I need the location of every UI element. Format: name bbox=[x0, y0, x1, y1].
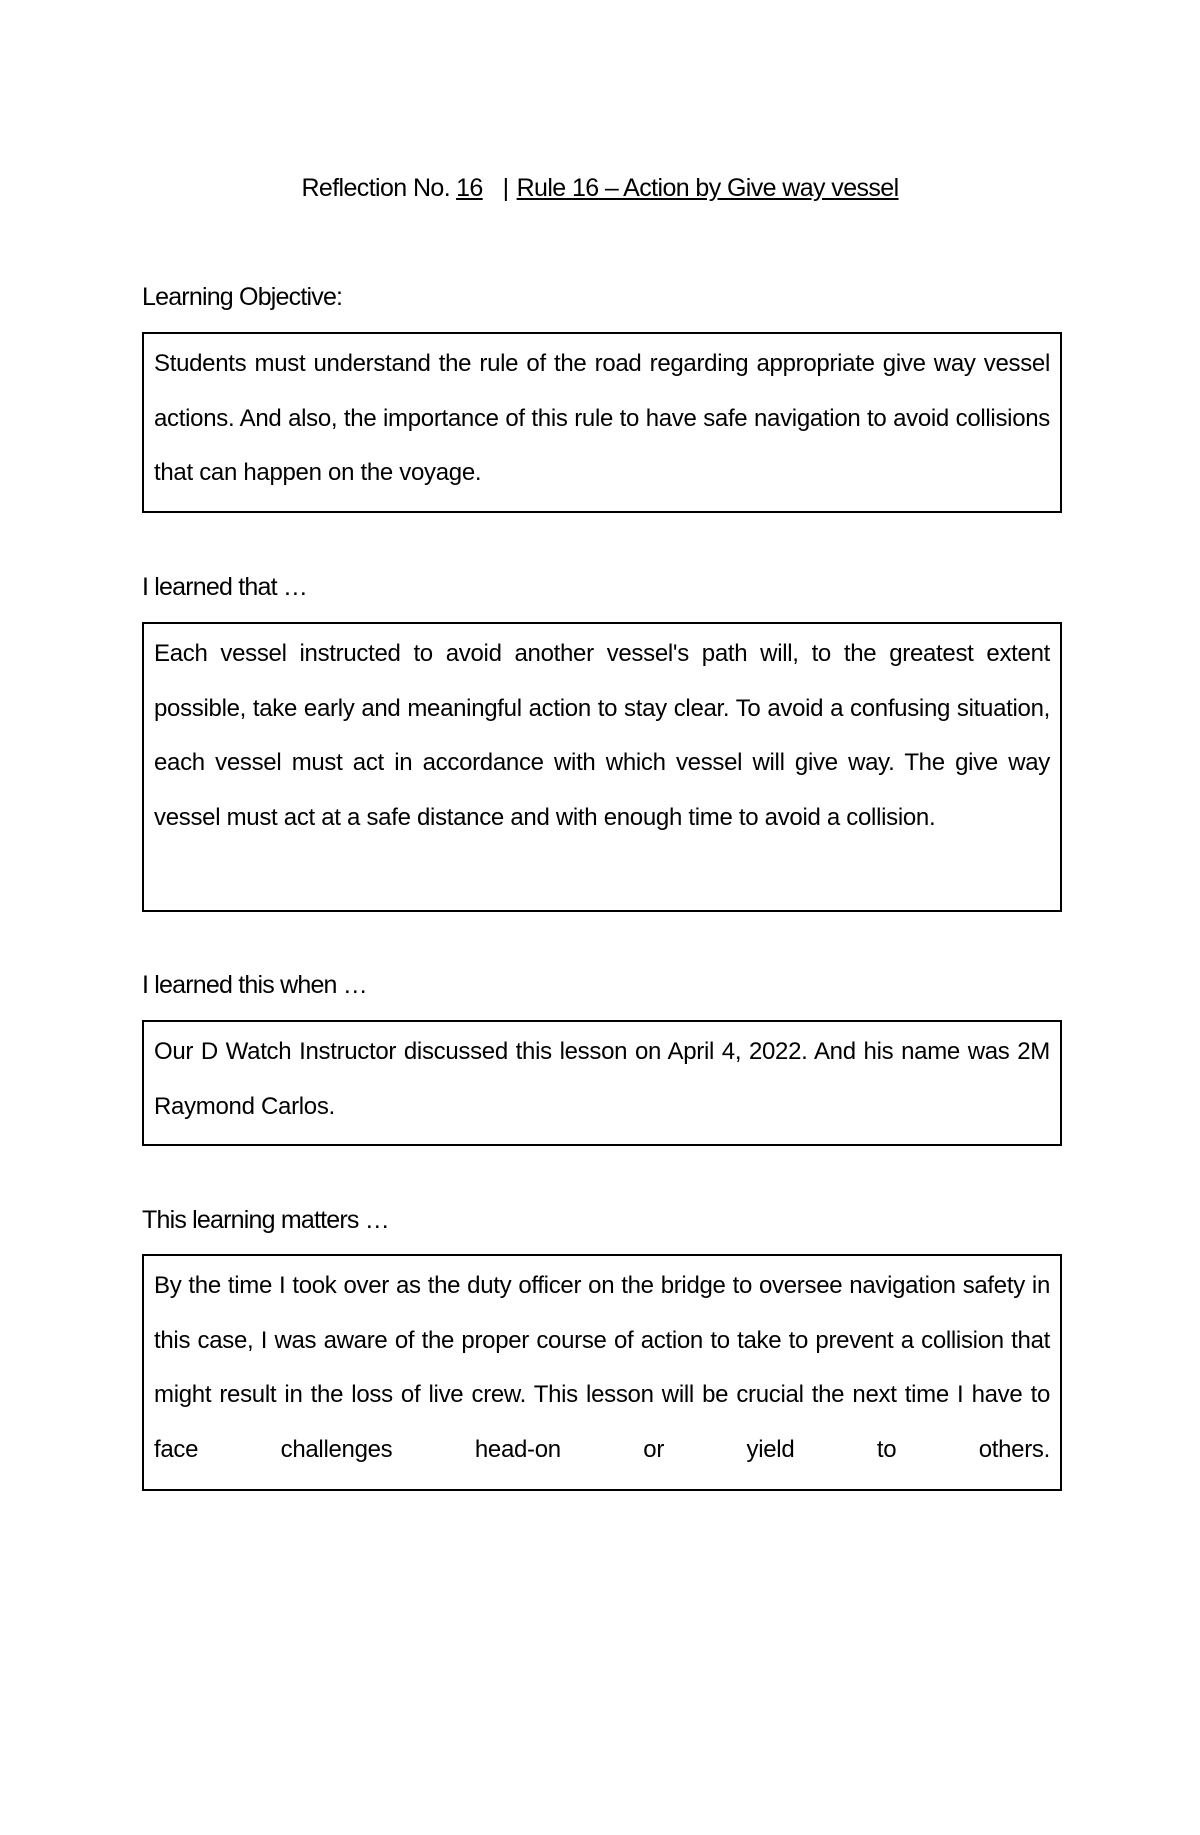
heading-learning-objective: Learning Objective: bbox=[142, 283, 343, 311]
i-learned-that-box bbox=[142, 622, 1062, 912]
rule-title: Rule 16 – Action by Give way vessel bbox=[516, 174, 899, 202]
learning-objective-box bbox=[142, 332, 1062, 513]
learning-objective-text: Students must understand the rule of the road regarding appropriate give way vessel actions. And also, the importance of this rule to have safe navigation to avoid collisions that can happen on the voyage. bbox=[154, 350, 1050, 486]
heading-this-learning-matters: This learning matters … bbox=[142, 1206, 389, 1234]
i-learned-that-text: Each vessel instructed to avoid another vessel's path will, to the greatest extent possible, take early and meaningful action to stay clear. To avoid a confusing situation, each vessel must act in accordance with which vessel will give way. The give way vessel must act at a safe distance and with enough time to avoid a collision. bbox=[154, 640, 1050, 831]
i-learned-this-when-box bbox=[142, 1020, 1062, 1146]
this-learning-matters-text: By the time I took over as the duty officer on the bridge to oversee navigation safety in this case, I was aware of the proper course of action to take to prevent a collision that might result in the loss of live crew. This lesson will be crucial the next time I have to face challenges head-on or yield to others. bbox=[154, 1272, 1050, 1463]
heading-i-learned-that: I learned that … bbox=[142, 573, 308, 601]
page-title bbox=[0, 170, 1200, 206]
i-learned-this-when-text: Our D Watch Instructor discussed this lesson on April 4, 2022. And his name was 2M Raymond Carlos. bbox=[154, 1038, 1050, 1120]
title-prefix: Reflection No. bbox=[301, 174, 451, 202]
reflection-number: 16 bbox=[456, 174, 483, 202]
heading-i-learned-this-when: I learned this when … bbox=[142, 971, 367, 999]
title-separator: | bbox=[502, 174, 509, 202]
this-learning-matters-box bbox=[142, 1254, 1062, 1491]
